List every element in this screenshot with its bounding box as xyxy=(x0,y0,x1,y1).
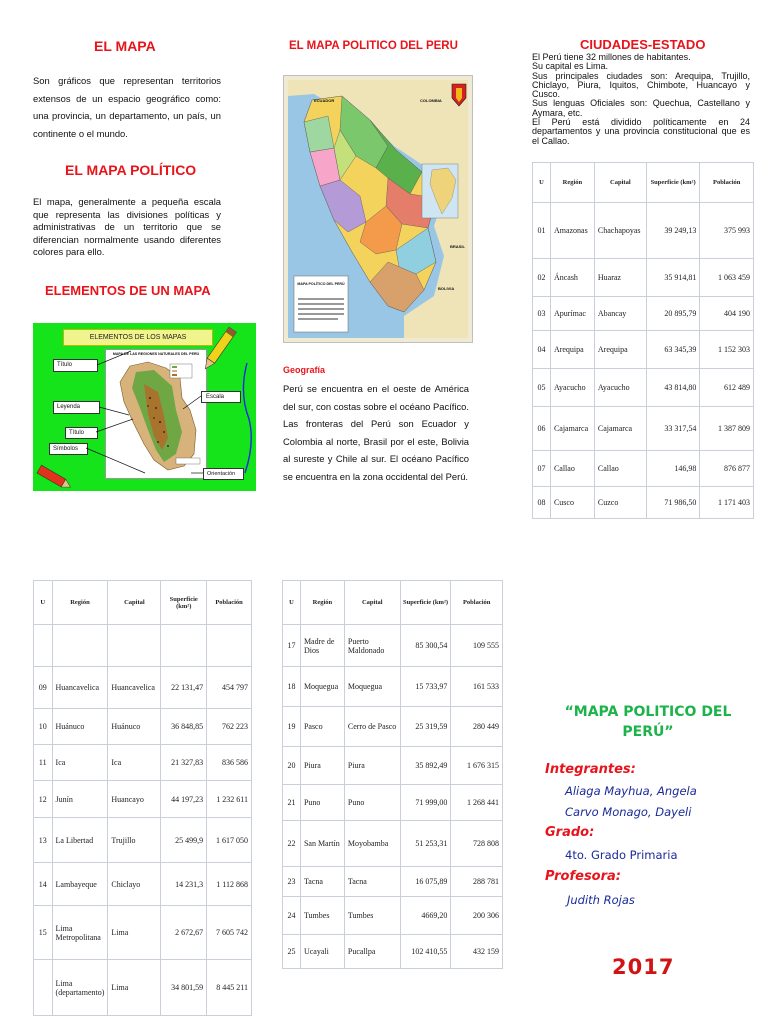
cell-superficie: 33 317,54 xyxy=(646,407,700,451)
label-titulo-1: Título xyxy=(53,359,98,372)
cell-u: 14 xyxy=(34,863,53,906)
cell-capital: Pucallpa xyxy=(344,935,400,969)
cell-capital: Cerro de Pasco xyxy=(344,707,400,747)
table-row xyxy=(34,745,252,781)
cell-region xyxy=(52,625,108,667)
cell-superficie: 22 131,47 xyxy=(161,667,207,709)
cell-capital: Chachapoyas xyxy=(594,203,646,259)
cell-poblacion: 836 586 xyxy=(207,745,252,781)
cell-poblacion: 1 676 315 xyxy=(451,747,503,785)
label-titulo-2: Título xyxy=(65,427,98,439)
cell-superficie: 71 986,50 xyxy=(646,487,700,519)
cell-poblacion: 109 555 xyxy=(451,625,503,667)
paragraph-el-mapa: Son gráficos que representan territorios extensos de un espacio geográfico como: una provincia, un departamento, un país, un continente o el mundo. xyxy=(33,75,221,139)
th-region: Región xyxy=(300,581,344,625)
cell-superficie: 39 249,13 xyxy=(646,203,700,259)
cell-poblacion: 762 223 xyxy=(207,709,252,745)
cell-region: Junín xyxy=(52,781,108,818)
map-label-ecuador: ECUADOR xyxy=(314,98,335,103)
cell-u: 13 xyxy=(34,818,53,863)
cell-superficie: 16 075,89 xyxy=(400,867,451,897)
cell-superficie: 2 672,67 xyxy=(161,906,207,960)
cell-u: 11 xyxy=(34,745,53,781)
cell-capital: Piura xyxy=(344,747,400,785)
table-row xyxy=(34,781,252,818)
cell-superficie: 35 914,81 xyxy=(646,259,700,297)
label-simbolos: Símbolos xyxy=(49,443,88,455)
cell-region: Cusco xyxy=(550,487,594,519)
cell-u: 19 xyxy=(283,707,301,747)
cell-u: 20 xyxy=(283,747,301,785)
table-row xyxy=(34,818,252,863)
elements-title-bar: ELEMENTOS DE LOS MAPAS xyxy=(63,329,213,346)
cell-superficie: 85 300,54 xyxy=(400,625,451,667)
table-row xyxy=(34,709,252,745)
grado-label: Grado: xyxy=(545,825,595,840)
cell-capital: Tumbes xyxy=(344,897,400,935)
table-row xyxy=(283,667,503,707)
cell-superficie: 15 733,97 xyxy=(400,667,451,707)
member-2: Carvo Monago, Dayeli xyxy=(565,805,692,819)
cell-capital: Huancayo xyxy=(108,781,161,818)
th-poblacion: Población xyxy=(207,581,252,625)
cell-capital: Puno xyxy=(344,785,400,821)
cell-poblacion: 375 993 xyxy=(700,203,754,259)
table-row xyxy=(283,821,503,867)
pointer-lines xyxy=(33,323,256,491)
geografia-paragraph: Perú se encuentra en el oeste de América del sur, con costas sobre el océano Pacífico. Las fronteras del Perú son Ecuador y Colombia al norte, Brasil por el este, Bolivia al sureste y Chile al sur. El océano Pacífico se encuentra en la zona occidental del Perú. xyxy=(283,383,469,482)
cell-capital: Huancavelica xyxy=(108,667,161,709)
cell-poblacion: 161 533 xyxy=(451,667,503,707)
table-row xyxy=(34,863,252,906)
cell-poblacion: 454 797 xyxy=(207,667,252,709)
cell-u: 06 xyxy=(533,407,551,451)
map-title-box: MAPA POLÍTICO DEL PERÚ xyxy=(297,282,345,286)
profesora-label: Profesora: xyxy=(545,869,621,884)
member-1: Aliaga Mayhua, Angela xyxy=(565,784,697,798)
cell-region: Pasco xyxy=(300,707,344,747)
table-row xyxy=(533,297,754,331)
cell-poblacion: 876 877 xyxy=(700,451,754,487)
cell-superficie: 14 231,3 xyxy=(161,863,207,906)
table-row xyxy=(533,331,754,369)
cell-superficie: 20 895,79 xyxy=(646,297,700,331)
cell-u: 02 xyxy=(533,259,551,297)
cell-superficie: 21 327,83 xyxy=(161,745,207,781)
cell-poblacion: 1 617 050 xyxy=(207,818,252,863)
cell-poblacion: 1 171 403 xyxy=(700,487,754,519)
label-orientacion: Orientación xyxy=(203,468,244,480)
cell-superficie: 36 848,85 xyxy=(161,709,207,745)
heading-ciudades-estado: CIUDADES-ESTADO xyxy=(580,37,706,52)
cell-superficie: 71 999,00 xyxy=(400,785,451,821)
ciudades-line-3: Sus principales ciudades son: Arequipa, Trujillo, Chiclayo, Piura, Iquitos, Chimbote, Huancayo y Cusco. xyxy=(532,70,750,100)
regions-table-3 xyxy=(282,580,503,969)
cell-region: Piura xyxy=(300,747,344,785)
cell-region: Tumbes xyxy=(300,897,344,935)
elements-illustration xyxy=(33,323,256,491)
cell-capital: Cuzco xyxy=(594,487,646,519)
regions-table-1 xyxy=(532,162,754,519)
table-row xyxy=(283,707,503,747)
cell-capital: Huaraz xyxy=(594,259,646,297)
th-region: Región xyxy=(52,581,108,625)
table-row xyxy=(34,906,252,960)
cell-superficie: 146,98 xyxy=(646,451,700,487)
cell-superficie: 25 499,9 xyxy=(161,818,207,863)
cell-region: Moquegua xyxy=(300,667,344,707)
cell-poblacion xyxy=(207,625,252,667)
th-capital: Capital xyxy=(108,581,161,625)
th-u: U xyxy=(533,163,551,203)
profesora-value: Judith Rojas xyxy=(567,893,635,907)
heading-elementos: ELEMENTOS DE UN MAPA xyxy=(45,283,211,298)
th-capital: Capital xyxy=(594,163,646,203)
cell-poblacion: 432 159 xyxy=(451,935,503,969)
cell-region: Áncash xyxy=(550,259,594,297)
cell-capital: Cajamarca xyxy=(594,407,646,451)
cell-u: 22 xyxy=(283,821,301,867)
cell-u: 17 xyxy=(283,625,301,667)
cell-poblacion: 404 190 xyxy=(700,297,754,331)
cell-poblacion: 1 152 303 xyxy=(700,331,754,369)
cell-poblacion: 1 268 441 xyxy=(451,785,503,821)
cell-superficie: 44 197,23 xyxy=(161,781,207,818)
th-superficie: Superficie (km²) xyxy=(161,581,207,625)
table-row xyxy=(533,369,754,407)
cell-superficie: 51 253,31 xyxy=(400,821,451,867)
th-capital: Capital xyxy=(344,581,400,625)
cell-region: Huancavelica xyxy=(52,667,108,709)
cell-u: 08 xyxy=(533,487,551,519)
elements-map-caption: MAPA DE LAS REGIONES NATURALES DEL PERÚ xyxy=(112,352,200,356)
th-region: Región xyxy=(550,163,594,203)
cell-capital: Arequipa xyxy=(594,331,646,369)
cell-poblacion: 7 605 742 xyxy=(207,906,252,960)
map-label-brasil: BRASIL xyxy=(450,244,465,249)
heading-mapa-politico: EL MAPA POLÍTICO xyxy=(65,162,197,178)
table-row xyxy=(533,451,754,487)
political-map-image xyxy=(283,75,473,343)
cell-superficie: 25 319,59 xyxy=(400,707,451,747)
th-poblacion: Población xyxy=(451,581,503,625)
cover-year: 2017 xyxy=(612,955,675,979)
cell-poblacion: 612 489 xyxy=(700,369,754,407)
cell-u: 12 xyxy=(34,781,53,818)
cell-capital: Tacna xyxy=(344,867,400,897)
cell-u: 04 xyxy=(533,331,551,369)
table-row xyxy=(283,935,503,969)
cell-superficie: 102 410,55 xyxy=(400,935,451,969)
cell-superficie xyxy=(161,625,207,667)
cell-capital: Ayacucho xyxy=(594,369,646,407)
cell-poblacion: 1 063 459 xyxy=(700,259,754,297)
peru-political-map-icon xyxy=(284,76,472,342)
table-row xyxy=(283,747,503,785)
table-row xyxy=(34,625,252,667)
cell-u: 21 xyxy=(283,785,301,821)
cell-region: Tacna xyxy=(300,867,344,897)
table-row xyxy=(533,407,754,451)
cell-region: San Martín xyxy=(300,821,344,867)
table-row xyxy=(283,625,503,667)
cell-region: Ucayali xyxy=(300,935,344,969)
th-superficie: Superficie (km²) xyxy=(400,581,451,625)
label-leyenda: Leyenda xyxy=(53,401,100,414)
cell-superficie: 43 814,80 xyxy=(646,369,700,407)
cell-u: 23 xyxy=(283,867,301,897)
regions-table-2 xyxy=(33,580,252,1016)
cell-poblacion: 280 449 xyxy=(451,707,503,747)
cell-capital: Lima xyxy=(108,960,161,1016)
cell-capital: Ica xyxy=(108,745,161,781)
cell-region: Arequipa xyxy=(550,331,594,369)
cell-capital: Puerto Maldonado xyxy=(344,625,400,667)
table-row xyxy=(533,203,754,259)
heading-el-mapa: EL MAPA xyxy=(94,38,156,54)
cell-capital: Callao xyxy=(594,451,646,487)
ciudades-line-4: Sus lenguas Oficiales son: Quechua, Castellano y Aymara, etc. xyxy=(532,98,750,118)
cell-region: Madre de Dios xyxy=(300,625,344,667)
label-escala: Escala xyxy=(201,391,241,403)
cell-u: 07 xyxy=(533,451,551,487)
cell-u: 15 xyxy=(34,906,53,960)
map-label-colombia: COLOMBIA xyxy=(420,98,442,103)
table-row xyxy=(34,960,252,1016)
cell-superficie: 34 801,59 xyxy=(161,960,207,1016)
th-superficie: Superficie (km²) xyxy=(646,163,700,203)
cell-capital: Huánuco xyxy=(108,709,161,745)
ciudades-line-5: El Perú está dividido políticamente en 24 departamentos y una provincia constitucional que es el Callao. xyxy=(532,117,750,146)
cell-poblacion: 288 781 xyxy=(451,867,503,897)
cell-region: Puno xyxy=(300,785,344,821)
heading-mapa-politico-peru: EL MAPA POLITICO DEL PERU xyxy=(289,40,458,52)
cell-u: 01 xyxy=(533,203,551,259)
cell-poblacion: 1 387 809 xyxy=(700,407,754,451)
cell-u: 18 xyxy=(283,667,301,707)
cell-poblacion: 8 445 211 xyxy=(207,960,252,1016)
cell-superficie: 35 892,49 xyxy=(400,747,451,785)
cell-region: Cajamarca xyxy=(550,407,594,451)
paragraph-mapa-politico: El mapa, generalmente a pequeña escala que representa las divisiones políticas y administrativas de un territorio que se diferencian normalmente usando diferentes colores para ello. xyxy=(33,196,221,258)
cell-superficie: 4669,20 xyxy=(400,897,451,935)
th-u: U xyxy=(283,581,301,625)
cell-superficie: 63 345,39 xyxy=(646,331,700,369)
cell-capital: Moquegua xyxy=(344,667,400,707)
geografia-heading: Geografía xyxy=(283,365,326,375)
table-row xyxy=(283,785,503,821)
cell-u xyxy=(34,960,53,1016)
cell-capital xyxy=(108,625,161,667)
cell-poblacion: 1 112 868 xyxy=(207,863,252,906)
cell-region: La Libertad xyxy=(52,818,108,863)
cell-u: 24 xyxy=(283,897,301,935)
ciudades-line-1: El Perú tiene 32 millones de habitantes. xyxy=(532,52,691,62)
table-row xyxy=(34,667,252,709)
cell-region: Lima (departamento) xyxy=(52,960,108,1016)
cell-region: Callao xyxy=(550,451,594,487)
th-poblacion: Población xyxy=(700,163,754,203)
cell-u: 05 xyxy=(533,369,551,407)
cell-u: 10 xyxy=(34,709,53,745)
cell-u: 03 xyxy=(533,297,551,331)
cell-capital: Trujillo xyxy=(108,818,161,863)
grado-value: 4to. Grado Primaria xyxy=(565,848,678,862)
ciudades-line-2: Su capital es Lima. xyxy=(532,61,609,72)
cell-u: 09 xyxy=(34,667,53,709)
cell-region: Ica xyxy=(52,745,108,781)
cell-poblacion: 200 306 xyxy=(451,897,503,935)
cell-poblacion: 728 808 xyxy=(451,821,503,867)
table-row xyxy=(533,259,754,297)
ciudades-text xyxy=(532,53,750,146)
table-row xyxy=(533,487,754,519)
cell-region: Huánuco xyxy=(52,709,108,745)
cover-title-line-2: PERÚ” xyxy=(622,724,674,740)
cell-capital: Lima xyxy=(108,906,161,960)
cell-region: Lambayeque xyxy=(52,863,108,906)
cell-capital: Abancay xyxy=(594,297,646,331)
cell-u xyxy=(34,625,53,667)
cell-region: Lima Metropolitana xyxy=(52,906,108,960)
map-label-bolivia: BOLIVIA xyxy=(438,286,455,291)
table-row xyxy=(283,897,503,935)
cell-poblacion: 1 232 611 xyxy=(207,781,252,818)
cell-region: Amazonas xyxy=(550,203,594,259)
cell-region: Ayacucho xyxy=(550,369,594,407)
cell-region: Apurímac xyxy=(550,297,594,331)
th-u: U xyxy=(34,581,53,625)
table-row xyxy=(283,867,503,897)
cover-title-line-1: “MAPA POLITICO DEL xyxy=(564,704,732,720)
cell-capital: Moyobamba xyxy=(344,821,400,867)
cell-u: 25 xyxy=(283,935,301,969)
cell-capital: Chiclayo xyxy=(108,863,161,906)
integrantes-label: Integrantes: xyxy=(545,762,636,777)
